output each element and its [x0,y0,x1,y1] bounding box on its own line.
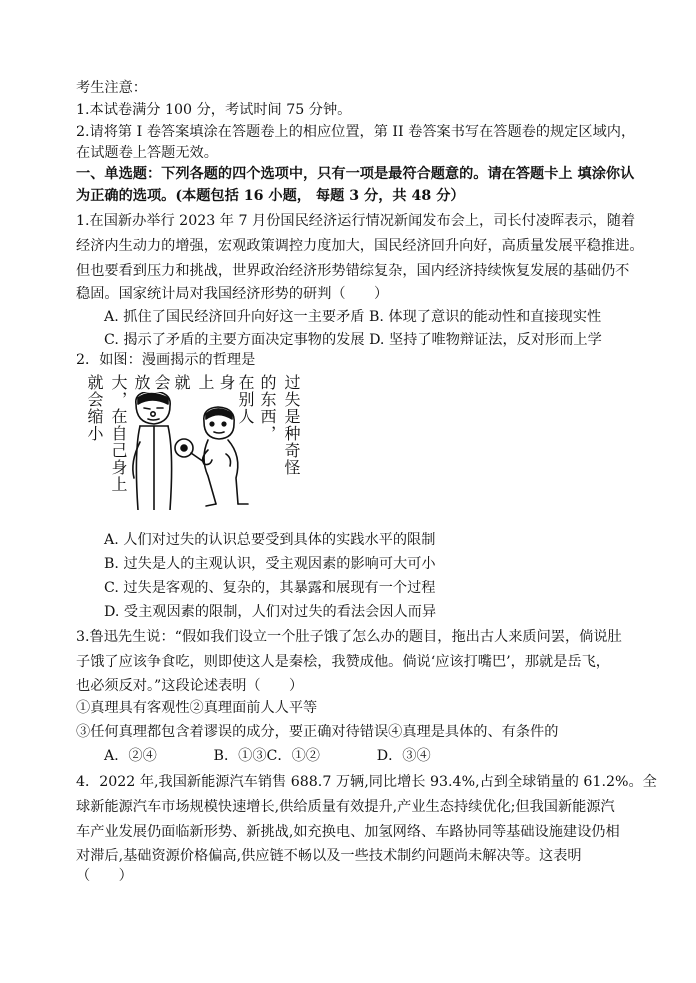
cartoon-text-col: 身 [217,374,236,391]
q3-statements-1: ①真理具有客观性②真理面前人人平等 [76,700,318,716]
q1-stem-line: 稳固。国家统计局对我国经济形势的研判（ ） [76,286,389,302]
cartoon-text-col: 大，在自己身上 [109,374,128,493]
q2-stem: 2．如图：漫画揭示的哲理是 [76,352,256,368]
q3-statements-2: ③任何真理都包含着谬误的成分，要正确对待错误④真理是具体的、有条件的 [76,724,559,740]
notice-item-2-cont: 在试题卷上答题无效。 [76,145,218,161]
section-heading-cont: 为正确的选项。(本题包括 16 小题， 每题 3 分，共 48 分） [76,188,465,204]
cartoon-text-col: 就 [172,374,191,391]
cartoon-text-col: 的东西， [258,374,277,442]
q4-stem-line: 对滞后,基础资源价格偏高,供应链不畅以及一些技术制约问题尚未解决等。这表明 [76,848,582,864]
section-heading: 一、单选题：下列各题的四个选项中，只有一项是最符合题意的。请在答题卡上 填涂你认 [76,166,635,182]
cartoon-text-col: 会 [152,374,171,391]
q2-option-b: B. 过失是人的主观认识，受主观因素的影响可大可小 [104,556,436,572]
q2-option-c: C. 过失是客观的、复杂的，其暴露和展现有一个过程 [104,580,436,596]
cartoon-text-col: 在别人 [236,374,255,425]
cartoon-text-col: 上 [196,374,215,391]
cartoon-text-col: 就会缩小 [85,374,104,442]
q3-stem-line: 子饿了应该争食吃，则即使这人是秦桧，我赞成他。倘说‘应该打嘴巴’，那就是岳飞， [76,654,610,670]
q2-option-d: D. 受主观因素的限制，人们对过失的看法会因人而异 [104,604,437,620]
q1-options-ab: A. 抓住了国民经济回升向好这一主要矛盾 B. 体现了意识的能动性和直接现实性 [104,309,602,325]
q4-stem-line: 车产业发展仍面临新形势、新挑战,如充换电、加氢网络、车路协同等基础设施建设仍相 [76,824,620,840]
q1-stem-line: 1.在国新办举行 2023 年 7 月份国民经济运行情况新闻发布会上，司长付凌晖表示，随着 [76,213,636,229]
q4-stem-line: 4．2022 年,我国新能源汽车销售 688.7 万辆,同比增长 93.4%,占到全球销量的 61.2%。全 [76,774,657,790]
q1-options-cd: C. 揭示了矛盾的主要方面决定事物的发展 D. 坚持了唯物辩证法，反对形而上学 [104,332,602,348]
q1-stem-line: 经济内生动力的增强，宏观政策调控力度加大，国民经济回升向好，高质量发展平稳推进。 [76,238,644,254]
notice-item-2: 2.请将第 I 卷答案填涂在答题卷上的相应位置，第 II 卷答案书写在答题卷的规定区域内， [76,124,636,140]
q3-stem-line: 也必须反对。”这段论述表明（ ） [76,678,304,694]
q1-stem-line: 但也要看到压力和挑战，世界政治经济形势错综复杂，国内经济持续恢复发展的基础仍不 [76,263,630,279]
q3-stem-line: 3.鲁迅先生说：“假如我们设立一个肚子饿了怎么办的题目，拖出古人来质问罢，倘说肚 [76,629,622,645]
cartoon-text-col: 过失是种奇怪 [282,374,301,476]
q4-answer-blank: （ ） [76,868,133,884]
notice-item-1: 1.本试卷满分 100 分，考试时间 75 分钟。 [76,102,352,118]
cartoon-illustration [120,392,290,510]
cartoon-text-col: 放 [132,374,151,391]
q3-choices: A．②④ B．①③C．①② D．③④ [104,748,431,764]
q4-stem-line: 球新能源汽车市场规模快速增长,供给质量有效提升,产业生态持续优化;但我国新能源汽 [76,799,615,815]
q2-option-a: A. 人们对过失的认识总要受到具体的实践水平的限制 [104,532,436,548]
notice-title: 考生注意： [76,80,147,96]
